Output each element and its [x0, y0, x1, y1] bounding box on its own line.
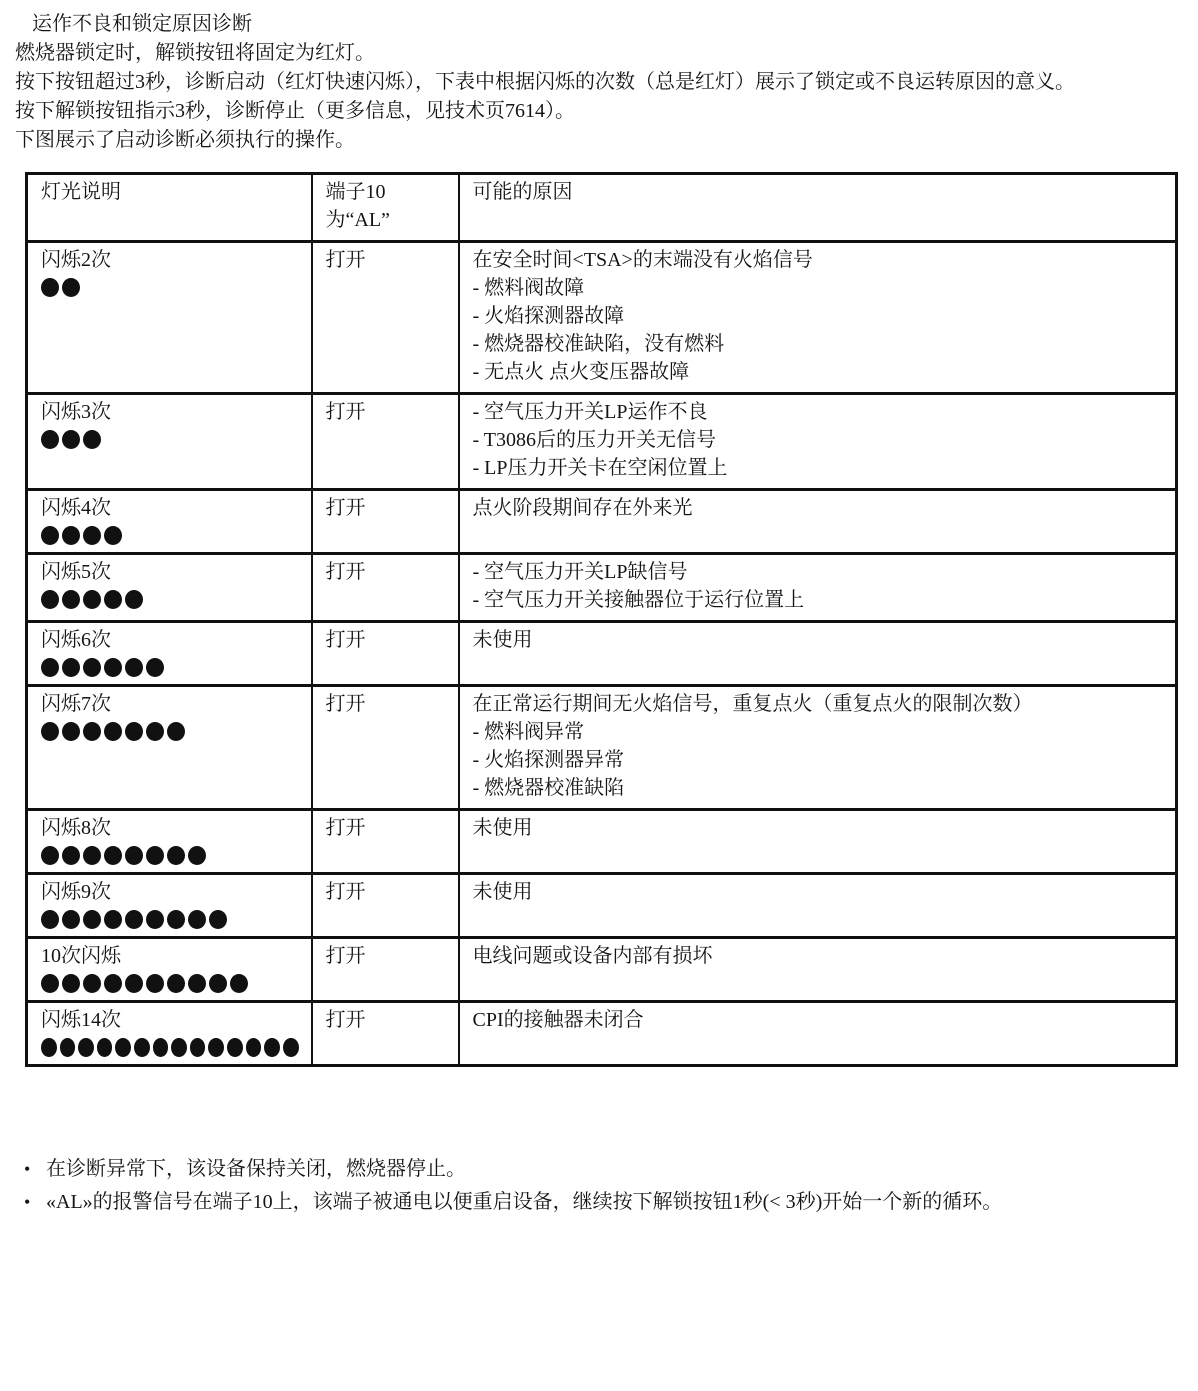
cause-cell: [459, 686, 1177, 810]
flash-dot: [283, 1038, 299, 1057]
flash-dot: [209, 910, 227, 929]
table-row: [27, 490, 1177, 554]
footer-notes: [24, 1153, 1180, 1219]
cause-line: - 空气压力开关LP运作不良: [472, 401, 708, 423]
intro-paragraph: 按下解锁按钮指示3秒，诊断停止（更多信息，见技术页7614）。: [15, 100, 575, 122]
intro-paragraph: 按下按钮超过3秒，诊断启动（红灯快速闪烁），下表中根据闪烁的次数（总是红灯）展示了锁定或不良运转原因的意义。: [15, 71, 1075, 93]
cause-cell: [459, 490, 1177, 554]
cause-line: 电线问题或设备内部有损坏: [472, 945, 713, 967]
flash-dot: [125, 722, 143, 741]
flash-dot: [209, 974, 227, 993]
flash-dot: [62, 846, 80, 865]
flash-dot: [41, 590, 59, 609]
flash-dot: [104, 846, 122, 865]
flash-dot: [153, 1038, 169, 1057]
flash-dot: [62, 658, 80, 677]
flash-dot: [208, 1038, 224, 1057]
flash-dot: [146, 722, 164, 741]
cause-line: - 燃料阀异常: [472, 721, 585, 743]
flash-dot: [190, 1038, 206, 1057]
flash-dot: [104, 526, 122, 545]
flash-label: 闪烁5次: [41, 561, 111, 583]
flash-dot: [188, 846, 206, 865]
flash-dot: [41, 526, 59, 545]
terminal-cell: 打开: [312, 554, 459, 622]
flash-dot: [104, 590, 122, 609]
intro-paragraph: 下图展示了启动诊断必须执行的操作。: [15, 129, 355, 151]
flash-label: 闪烁14次: [41, 1009, 121, 1031]
flash-dot: [115, 1038, 131, 1057]
flash-label: 闪烁9次: [41, 881, 111, 903]
flash-label: 闪烁8次: [41, 817, 111, 839]
header-terminal-line1: 端子10: [325, 181, 386, 203]
cause-line: - 火焰探测器异常: [472, 749, 625, 771]
flash-dots-icon: [41, 845, 299, 866]
header-terminal-line2: 为“AL”: [325, 209, 390, 231]
table-row: [27, 554, 1177, 622]
cause-line: - 火焰探测器故障: [472, 305, 625, 327]
flash-cell: [27, 242, 312, 394]
flash-dot: [62, 430, 80, 449]
flash-dot: [62, 722, 80, 741]
flash-dot: [78, 1038, 94, 1057]
flash-dots-icon: [41, 429, 299, 450]
flash-dot: [41, 846, 59, 865]
flash-label: 闪烁6次: [41, 629, 111, 651]
cause-line: 未使用: [472, 629, 533, 651]
flash-cell: [27, 554, 312, 622]
table-row: [27, 622, 1177, 686]
flash-dots-icon: [41, 909, 299, 930]
flash-dot: [83, 430, 101, 449]
terminal-cell: 打开: [312, 686, 459, 810]
flash-dot: [134, 1038, 150, 1057]
flash-dots-icon: [41, 589, 299, 610]
header-terminal: [312, 174, 459, 242]
flash-dots-icon: [41, 721, 299, 742]
table-row: [27, 394, 1177, 490]
flash-dot: [41, 1038, 57, 1057]
flash-dot: [146, 910, 164, 929]
flash-dots-icon: [41, 277, 299, 298]
flash-dot: [83, 658, 101, 677]
flash-dot: [83, 910, 101, 929]
table-row: [27, 686, 1177, 810]
cause-cell: [459, 874, 1177, 938]
table-header-row: [27, 174, 1177, 242]
cause-line: 未使用: [472, 817, 533, 839]
table-row: [27, 1002, 1177, 1066]
cause-line: - 空气压力开关LP缺信号: [472, 561, 688, 583]
diagnostics-table: [25, 172, 1178, 1067]
cause-line: - 燃料阀故障: [472, 277, 585, 299]
bullet-icon: •: [24, 1159, 31, 1179]
cause-line: CPI的接触器未闭合: [472, 1009, 644, 1031]
flash-dot: [125, 658, 143, 677]
flash-cell: [27, 490, 312, 554]
cause-line: 在安全时间<TSA>的末端没有火焰信号: [472, 249, 813, 271]
flash-dot: [167, 974, 185, 993]
flash-dot: [60, 1038, 76, 1057]
cause-line: 未使用: [472, 881, 533, 903]
flash-dot: [104, 910, 122, 929]
flash-dot: [104, 974, 122, 993]
terminal-cell: 打开: [312, 622, 459, 686]
flash-dot: [171, 1038, 187, 1057]
header-light-description: 灯光说明: [27, 174, 312, 242]
flash-dot: [97, 1038, 113, 1057]
flash-dots-icon: [41, 657, 299, 678]
flash-dot: [62, 974, 80, 993]
flash-dot: [146, 658, 164, 677]
note-item: [24, 1153, 1180, 1186]
flash-dot: [41, 278, 59, 297]
note-item: [24, 1186, 1180, 1219]
flash-dot: [167, 722, 185, 741]
cause-cell: [459, 810, 1177, 874]
cause-line: - 空气压力开关接触器位于运行位置上: [472, 589, 805, 611]
terminal-cell: 打开: [312, 242, 459, 394]
terminal-cell: 打开: [312, 490, 459, 554]
flash-cell: [27, 938, 312, 1002]
cause-line: 点火阶段期间存在外来光: [472, 497, 693, 519]
flash-dots-icon: [41, 525, 299, 546]
flash-label: 闪烁2次: [41, 249, 111, 271]
flash-dot: [104, 658, 122, 677]
flash-dot: [125, 590, 143, 609]
cause-line: - 燃烧器校准缺陷，没有燃料: [472, 333, 725, 355]
flash-dot: [125, 910, 143, 929]
table-row: [27, 242, 1177, 394]
flash-dot: [62, 910, 80, 929]
flash-dot: [227, 1038, 243, 1057]
terminal-cell: 打开: [312, 810, 459, 874]
flash-cell: [27, 622, 312, 686]
flash-dot: [146, 974, 164, 993]
flash-dot: [188, 974, 206, 993]
flash-dot: [41, 910, 59, 929]
flash-dot: [167, 910, 185, 929]
terminal-cell: 打开: [312, 874, 459, 938]
intro-section: [15, 10, 1180, 155]
flash-dot: [230, 974, 248, 993]
cause-line: - LP压力开关卡在空闲位置上: [472, 457, 728, 479]
note-text: «AL»的报警信号在端子10上，该端子被通电以便重启设备，继续按下解锁按钮1秒(< 3秒)开始一个新的循环。: [46, 1191, 1003, 1213]
flash-cell: [27, 394, 312, 490]
flash-label: 闪烁3次: [41, 401, 111, 423]
cause-cell: [459, 938, 1177, 1002]
flash-dot: [83, 722, 101, 741]
terminal-cell: 打开: [312, 938, 459, 1002]
cause-cell: [459, 394, 1177, 490]
flash-dot: [62, 590, 80, 609]
flash-dot: [246, 1038, 262, 1057]
flash-dot: [41, 658, 59, 677]
cause-line: 在正常运行期间无火焰信号，重复点火（重复点火的限制次数）: [472, 693, 1033, 715]
table-row: [27, 810, 1177, 874]
table-row: [27, 938, 1177, 1002]
header-possible-cause: 可能的原因: [459, 174, 1177, 242]
flash-dot: [104, 722, 122, 741]
flash-dot: [62, 526, 80, 545]
cause-line: - 无点火 点火变压器故障: [472, 361, 690, 383]
flash-dot: [83, 590, 101, 609]
flash-dot: [125, 846, 143, 865]
flash-label: 闪烁4次: [41, 497, 111, 519]
flash-cell: [27, 686, 312, 810]
note-text: 在诊断异常下，该设备保持关闭，燃烧器停止。: [46, 1158, 466, 1180]
flash-dot: [264, 1038, 280, 1057]
flash-dots-icon: [41, 1037, 299, 1058]
flash-dot: [41, 974, 59, 993]
cause-cell: [459, 554, 1177, 622]
flash-dot: [41, 722, 59, 741]
cause-cell: [459, 1002, 1177, 1066]
flash-cell: [27, 1002, 312, 1066]
cause-line: - T3086后的压力开关无信号: [472, 429, 717, 451]
terminal-cell: 打开: [312, 394, 459, 490]
cause-cell: [459, 242, 1177, 394]
flash-dot: [83, 974, 101, 993]
bullet-icon: •: [24, 1192, 31, 1212]
intro-paragraph: 燃烧器锁定时，解锁按钮将固定为红灯。: [15, 42, 375, 64]
flash-cell: [27, 810, 312, 874]
flash-dot: [125, 974, 143, 993]
flash-cell: [27, 874, 312, 938]
flash-label: 10次闪烁: [41, 945, 121, 967]
flash-dot: [188, 910, 206, 929]
flash-dot: [83, 526, 101, 545]
table-row: [27, 874, 1177, 938]
page-title: 运作不良和锁定原因诊断: [32, 13, 252, 35]
flash-dots-icon: [41, 973, 299, 994]
cause-line: - 燃烧器校准缺陷: [472, 777, 625, 799]
flash-dot: [41, 430, 59, 449]
flash-dot: [146, 846, 164, 865]
flash-dot: [83, 846, 101, 865]
cause-cell: [459, 622, 1177, 686]
flash-dot: [167, 846, 185, 865]
terminal-cell: 打开: [312, 1002, 459, 1066]
flash-label: 闪烁7次: [41, 693, 111, 715]
flash-dot: [62, 278, 80, 297]
